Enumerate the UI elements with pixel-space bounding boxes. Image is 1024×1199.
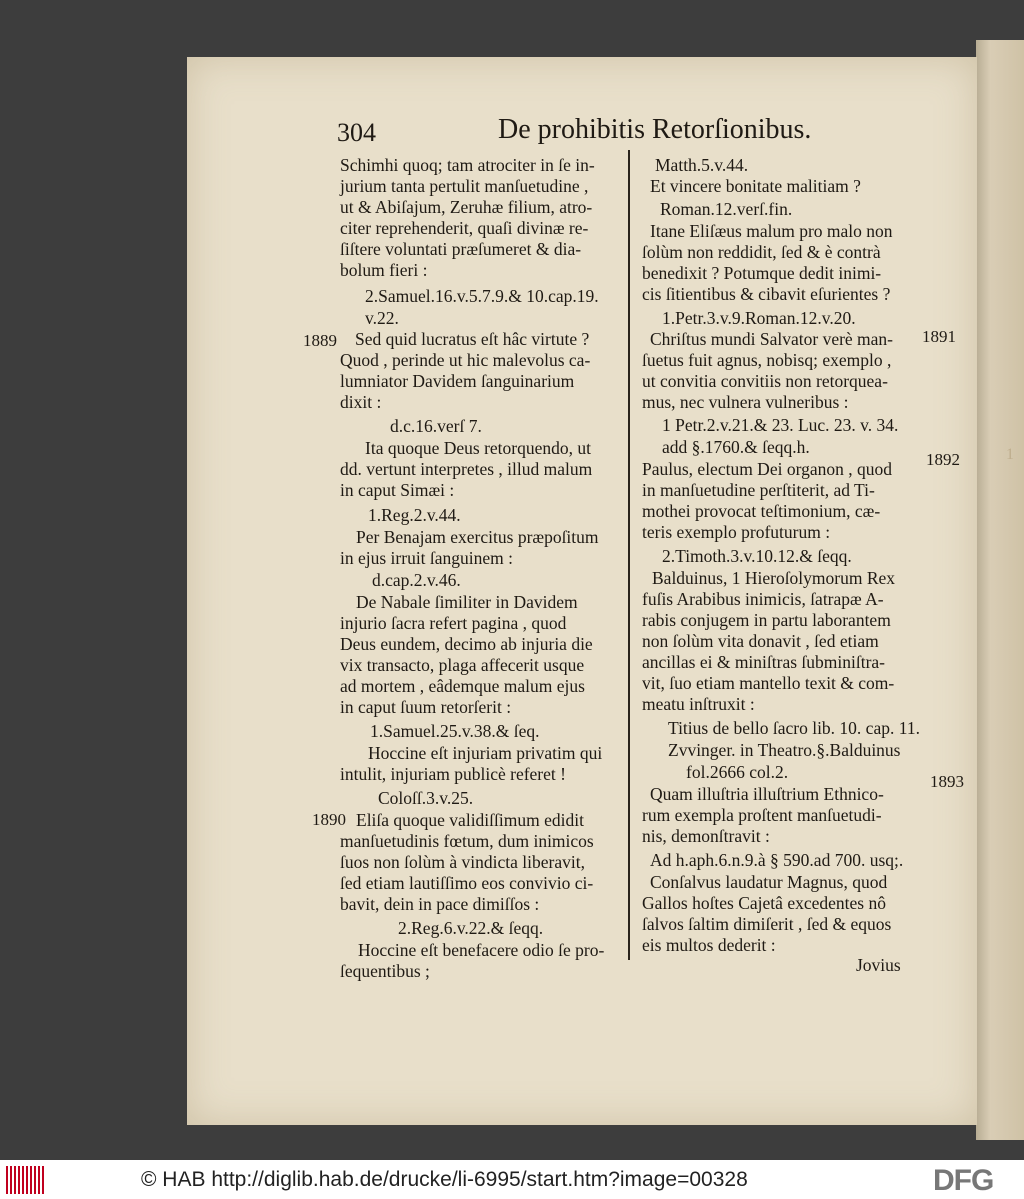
text-line: bavit, dein in pace dimiſſos : xyxy=(340,894,540,914)
text-line: mus, nec vulnera vulneribus : xyxy=(642,392,849,412)
hab-logo-icon xyxy=(6,1166,46,1194)
text-line: Eliſa quoque validiſſimum edidit xyxy=(356,810,584,830)
text-line: 2.Reg.6.v.22.& ſeqq. xyxy=(398,918,544,938)
copyright-link[interactable]: © HAB http://diglib.hab.de/drucke/li-6995/start.htm?image=00328 xyxy=(141,1168,748,1191)
text-line: Quam illuſtria illuſtrium Ethnico- xyxy=(650,784,884,804)
text-line: bolum fieri : xyxy=(340,260,428,280)
text-line: in caput Simæi : xyxy=(340,480,455,500)
text-line: d.c.16.verſ 7. xyxy=(390,416,482,436)
text-line: mothei provocat teſtimonium, cæ- xyxy=(642,501,881,521)
dfg-logo: DFG xyxy=(933,1164,994,1197)
running-head: De prohibitis Retorſionibus. xyxy=(498,114,812,145)
text-line: teris exemplo profuturum : xyxy=(642,522,831,542)
text-line: ſed etiam lautiſſimo eos convivio ci- xyxy=(340,873,594,893)
text-line: vit, ſuo etiam mantello texit & com- xyxy=(642,673,895,693)
text-line: Roman.12.verſ.fin. xyxy=(660,199,793,219)
text-line: Quod , perinde ut hic malevolus ca- xyxy=(340,350,591,370)
text-line: 1.Petr.3.v.9.Roman.12.v.20. xyxy=(662,308,856,328)
text-line: Sed quid lucratus eſt hâc virtute ? xyxy=(355,329,590,349)
text-line: dd. vertunt interpretes , illud malum xyxy=(340,459,593,479)
text-line: dixit : xyxy=(340,392,382,412)
column-rule xyxy=(628,150,630,960)
text-line: rum exempla proſtent manſuetudi- xyxy=(642,805,882,825)
text-line: Per Benajam exercitus præpoſitum xyxy=(356,527,599,547)
text-line: citer reprehenderit, quaſi divinæ re- xyxy=(340,218,589,238)
text-line: jurium tanta pertulit manſuetudine , xyxy=(340,176,589,196)
text-line: ancillas ei & miniſtras ſubminiſtra- xyxy=(642,652,886,672)
text-line: Coloſſ.3.v.25. xyxy=(378,788,474,808)
text-line: ſuos non ſolùm à vindicta liberavit, xyxy=(340,852,585,872)
text-line: 2.Timoth.3.v.10.12.& ſeqq. xyxy=(662,546,852,566)
text-line: eis multos dederit : xyxy=(642,935,776,955)
text-line: Hoccine eſt injuriam privatim qui xyxy=(368,743,603,763)
text-line: benedixit ? Potumque dedit inimi- xyxy=(642,263,882,283)
text-line: Matth.5.v.44. xyxy=(655,155,749,175)
text-line: manſuetudinis fœtum, dum inimicos xyxy=(340,831,594,851)
margin-number: 1893 xyxy=(930,772,964,791)
text-line: fol.2666 col.2. xyxy=(686,762,789,782)
text-line: add §.1760.& ſeqq.h. xyxy=(662,437,810,457)
text-line: Zvvinger. in Theatro.§.Balduinus xyxy=(668,740,901,760)
text-line: in manſuetudine perſtiterit, ad Ti- xyxy=(642,480,875,500)
margin-number: 1890 xyxy=(312,810,346,829)
text-line: Chriſtus mundi Salvator verè man- xyxy=(650,329,894,349)
text-line: ut & Abiſajum, Zeruhæ filium, atro- xyxy=(340,197,593,217)
text-line: ſiſtere voluntati præſumeret & dia- xyxy=(340,239,582,259)
text-line: Schimhi quoq; tam atrociter in ſe in- xyxy=(340,155,595,175)
text-line: in caput ſuum retorſerit : xyxy=(340,697,512,717)
text-line: 1.Samuel.25.v.38.& ſeq. xyxy=(370,721,540,741)
text-line: cis ſitientibus & cibavit eſurientes ? xyxy=(642,284,891,304)
text-line: rabis conjugem in partu laborantem xyxy=(642,610,891,630)
text-line: in ejus irruit ſanguinem : xyxy=(340,548,514,568)
text-line: meatu inſtruxit : xyxy=(642,694,755,714)
text-line: Ad h.aph.6.n.9.à § 590.ad 700. usq;. xyxy=(650,850,904,870)
page-number: 304 xyxy=(337,118,376,147)
text-line: vix transacto, plaga affecerit usque xyxy=(340,655,585,675)
text-line: Conſalvus laudatur Magnus, quod xyxy=(650,872,888,892)
text-line: injurio ſacra refert pagina , quod xyxy=(340,613,567,633)
margin-number: 1889 xyxy=(303,331,337,350)
text-line: Hoccine eſt benefacere odio ſe pro- xyxy=(358,940,605,960)
text-line: ſolùm non reddidit, ſed & è contrà xyxy=(642,242,881,262)
text-line: Paulus, electum Dei organon , quod xyxy=(642,459,892,479)
catchword: Jovius xyxy=(856,955,901,975)
text-line: Et vincere bonitate malitiam ? xyxy=(650,176,861,196)
next-page-edge: 1 xyxy=(976,40,1024,1140)
text-line: nis, demonſtravit : xyxy=(642,826,770,846)
text-line: Itane Eliſæus malum pro malo non xyxy=(650,221,893,241)
text-line: Ita quoque Deus retorquendo, ut xyxy=(365,438,591,458)
text-line: lumniator Davidem ſanguinarium xyxy=(340,371,575,391)
text-line: v.22. xyxy=(365,308,399,328)
text-line: Titius de bello ſacro lib. 10. cap. 11. xyxy=(668,718,920,738)
text-line: non ſolùm vita donavit , ſed etiam xyxy=(642,631,879,651)
text-line: Deus eundem, decimo ab injuria die xyxy=(340,634,593,654)
text-line: ſuetus fuit agnus, nobisq; exemplo , xyxy=(642,350,892,370)
text-line: 1.Reg.2.v.44. xyxy=(368,505,461,525)
viewer-footer xyxy=(0,1160,1024,1199)
text-line: 1 Petr.2.v.21.& 23. Luc. 23. v. 34. xyxy=(662,415,899,435)
text-line: ſalvos ſaltim dimiſerit , ſed & equos xyxy=(642,914,892,934)
text-line: ut convitia convitiis non retorquea- xyxy=(642,371,888,391)
text-line: Balduinus, 1 Hieroſolymorum Rex xyxy=(652,568,896,588)
text-line: intulit, injuriam publicè referet ! xyxy=(340,764,566,784)
text-line: Gallos hoſtes Cajetâ excedentes nô xyxy=(642,893,886,913)
text-line: ſequentibus ; xyxy=(340,961,430,981)
text-line: d.cap.2.v.46. xyxy=(372,570,461,590)
text-line: ad mortem , eâdemque malum ejus xyxy=(340,676,585,696)
margin-number: 1892 xyxy=(926,450,960,469)
text-line: fuſis Arabibus inimicis, ſatrapæ A- xyxy=(642,589,884,609)
margin-number: 1891 xyxy=(922,327,956,346)
text-line: De Nabale ſimiliter in Davidem xyxy=(356,592,578,612)
text-line: 2.Samuel.16.v.5.7.9.& 10.cap.19. xyxy=(365,286,599,306)
